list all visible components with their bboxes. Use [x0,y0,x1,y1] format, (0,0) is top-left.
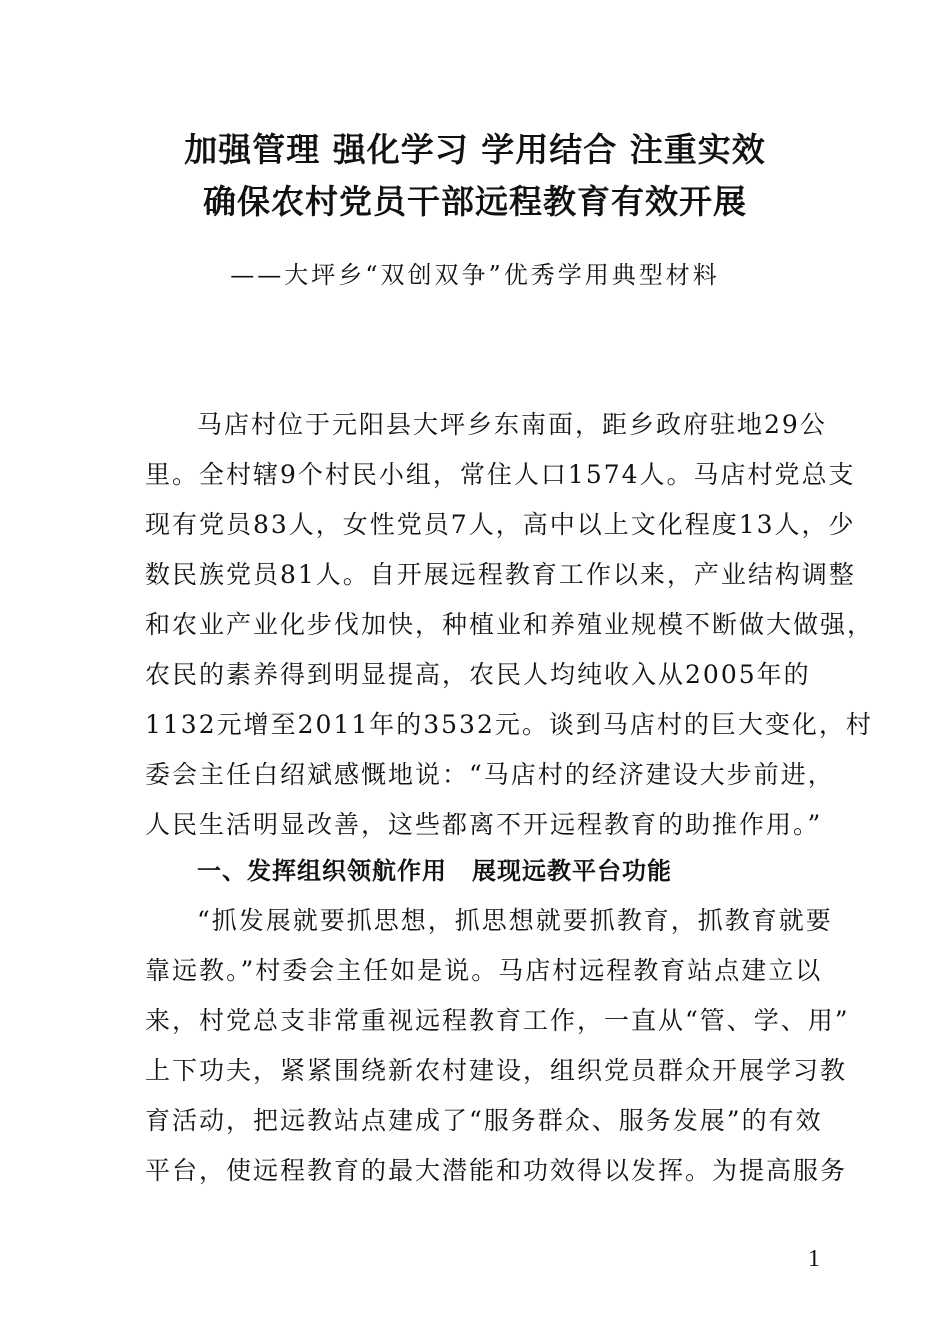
paragraph-line: 来，村党总支非常重视远程教育工作，一直从“管、学、用” [145,1006,850,1035]
paragraph-line: 数民族党员81人。自开展远程教育工作以来，产业结构调整 [145,560,856,589]
paragraph-line: 和农业产业化步伐加快，种植业和养殖业规模不断做大做强， [145,610,875,639]
paragraph-line: 育活动，把远教站点建成了“服务群众、服务发展”的有效 [145,1106,823,1135]
paragraph-line: 委会主任白绍斌感慨地说：“马店村的经济建设大步前进， [145,760,835,789]
paragraph-section-1 [145,896,850,1196]
section-heading: 一、发挥组织领航作用 展现远教平台功能 [197,857,672,885]
page-number: 1 [808,1246,820,1272]
paragraph-line: 里。全村辖9个村民小组，常住人口1574人。马店村党总支 [145,460,856,489]
paragraph-line: 人民生活明显改善，这些都离不开远程教育的助推作用。” [145,810,823,839]
paragraph-line: 农民的素养得到明显提高，农民人均纯收入从2005年的 [145,660,811,689]
paragraph-line: “抓发展就要抓思想，抓思想就要抓教育，抓教育就要 [197,906,833,935]
paragraph-line: 平台，使远程教育的最大潜能和功效得以发挥。为提高服务 [145,1156,848,1185]
document-subtitle: ——大坪乡“双创双争”优秀学用典型材料 [230,261,720,289]
paragraph-line: 马店村位于元阳县大坪乡东南面，距乡政府驻地29公 [197,410,827,439]
document-title-line-2: 确保农村党员干部远程教育有效开展 [203,182,747,221]
document-title-line-1: 加强管理 强化学习 学用结合 注重实效 [184,130,766,169]
paragraph-line: 靠远教。”村委会主任如是说。马店村远程教育站点建立以 [145,956,823,985]
paragraph-line: 现有党员83人，女性党员7人，高中以上文化程度13人，少 [145,510,856,539]
paragraph-line: 1132元增至2011年的3532元。谈到马店村的巨大变化，村 [145,710,873,739]
paragraph-line: 上下功夫，紧紧围绕新农村建设，组织党员群众开展学习教 [145,1056,848,1085]
paragraph-intro [145,400,875,850]
